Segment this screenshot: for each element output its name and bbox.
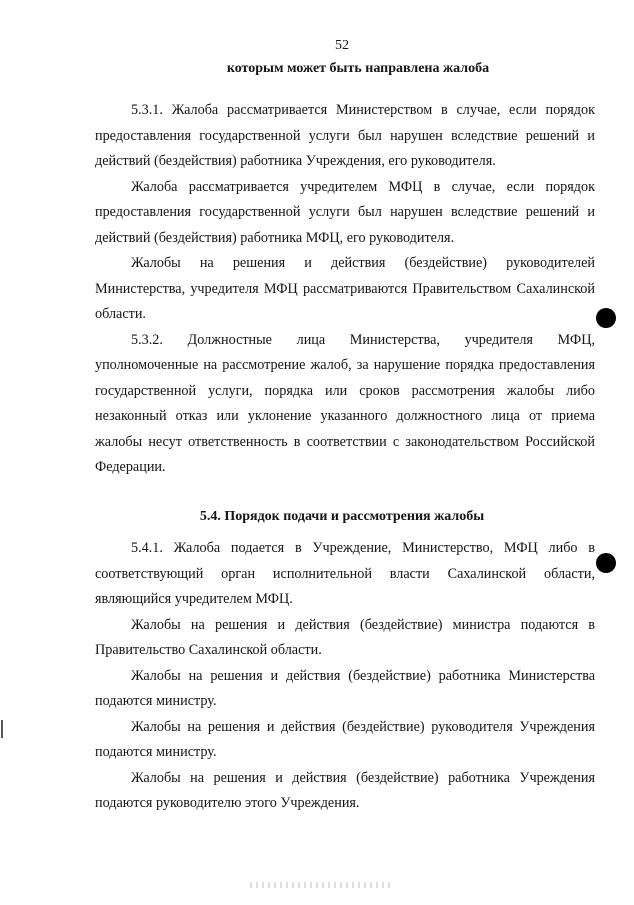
scan-noise (250, 882, 390, 888)
binder-hole-mark (596, 308, 616, 328)
paragraph-5-4-1: 5.4.1. Жалоба подается в Учреждение, Министерство, МФЦ либо в соответствующий орган исполнительной власти Сахалинской области, являющийся учредителем МФЦ. (95, 540, 595, 607)
section-5-4-heading: 5.4. Порядок подачи и рассмотрения жалобы (199, 509, 485, 524)
paragraph-institution-head-complaint: Жалобы на решения и действия (бездействие) руководителя Учреждения подаются министру. (95, 718, 595, 760)
paragraph-minister-complaint: Жалобы на решения и действия (бездействие) министра подаются в Правительство Сахалинской области. (95, 616, 595, 658)
page-number: 52 (335, 38, 349, 53)
paragraph-5-3-1: 5.3.1. Жалоба рассматривается Министерством в случае, если порядок предоставления государственной услуги был нарушен вследствие решений и действий (бездействия) работника Учреждения, его руководителя. (95, 102, 595, 169)
binder-hole-mark (596, 553, 616, 573)
paragraph-5-3-2: 5.3.2. Должностные лица Министерства, учредителя МФЦ, уполномоченные на рассмотрение жалоб, за нарушение порядка предоставления государственной услуги, порядка или сроков рассмотрения жалобы либо незаконный отказ или уклонение указанного должностного лица от приема жалобы несут ответственность в соответствии с законодательством Российской Федерации. (95, 331, 595, 475)
paragraph-mfc-complaint: Жалоба рассматривается учредителем МФЦ в случае, если порядок предоставления государственной услуги был нарушен вследствие решений и действий (бездействия) работника МФЦ, его руководителя. (95, 178, 595, 246)
paragraph-institution-worker-complaint: Жалобы на решения и действия (бездействие) работника Учреждения подаются руководителю этого Учреждения. (95, 769, 595, 811)
section-5-4-text (95, 536, 595, 817)
section-5-3-text (95, 98, 595, 481)
paragraph-ministry-worker-complaint: Жалобы на решения и действия (бездействие) работника Министерства подаются министру. (95, 667, 595, 709)
top-heading: которым может быть направлена жалоба (226, 61, 490, 76)
paragraph-government-complaint: Жалобы на решения и действия (бездействие) руководителей Министерства, учредителя МФЦ рассматриваются Правительством Сахалинской области. (95, 255, 595, 322)
scan-edge-mark (1, 720, 3, 738)
